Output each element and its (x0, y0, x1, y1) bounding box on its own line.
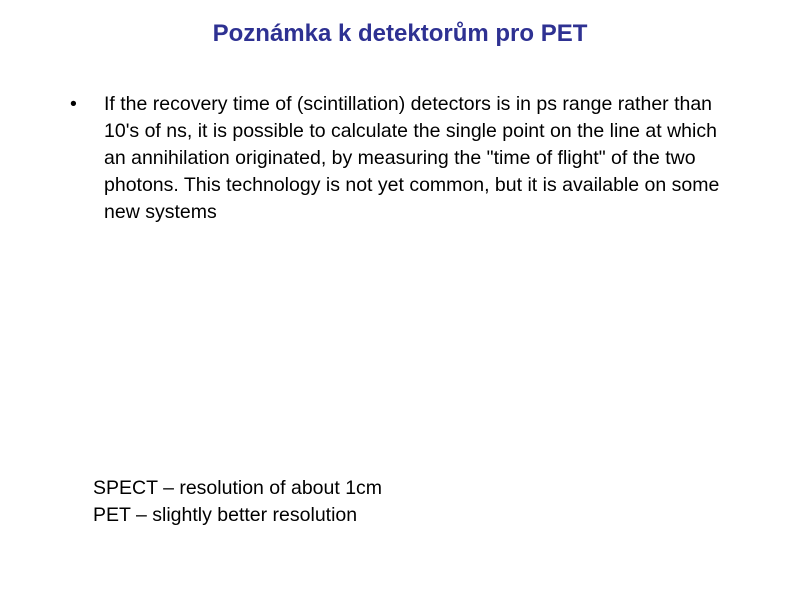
note-line-spect: SPECT – resolution of about 1cm (93, 477, 383, 499)
bullet-text: If the recovery time of (scintillation) detectors is in ps range rather than 10's of ns, it is possible to calculate the single point on the line at which an annihilation originated, by measuring the "time of flight" of the two photons. This technology is not yet common, but it is available on some new systems (104, 93, 720, 223)
bullet-marker: • (70, 93, 77, 115)
bullet-list (70, 91, 720, 226)
note-line-pet: PET – slightly better resolution (93, 504, 358, 526)
resolution-note (93, 475, 382, 529)
slide-title: Poznámka k detektorům pro PET (212, 20, 588, 47)
bullet-item (70, 91, 720, 226)
